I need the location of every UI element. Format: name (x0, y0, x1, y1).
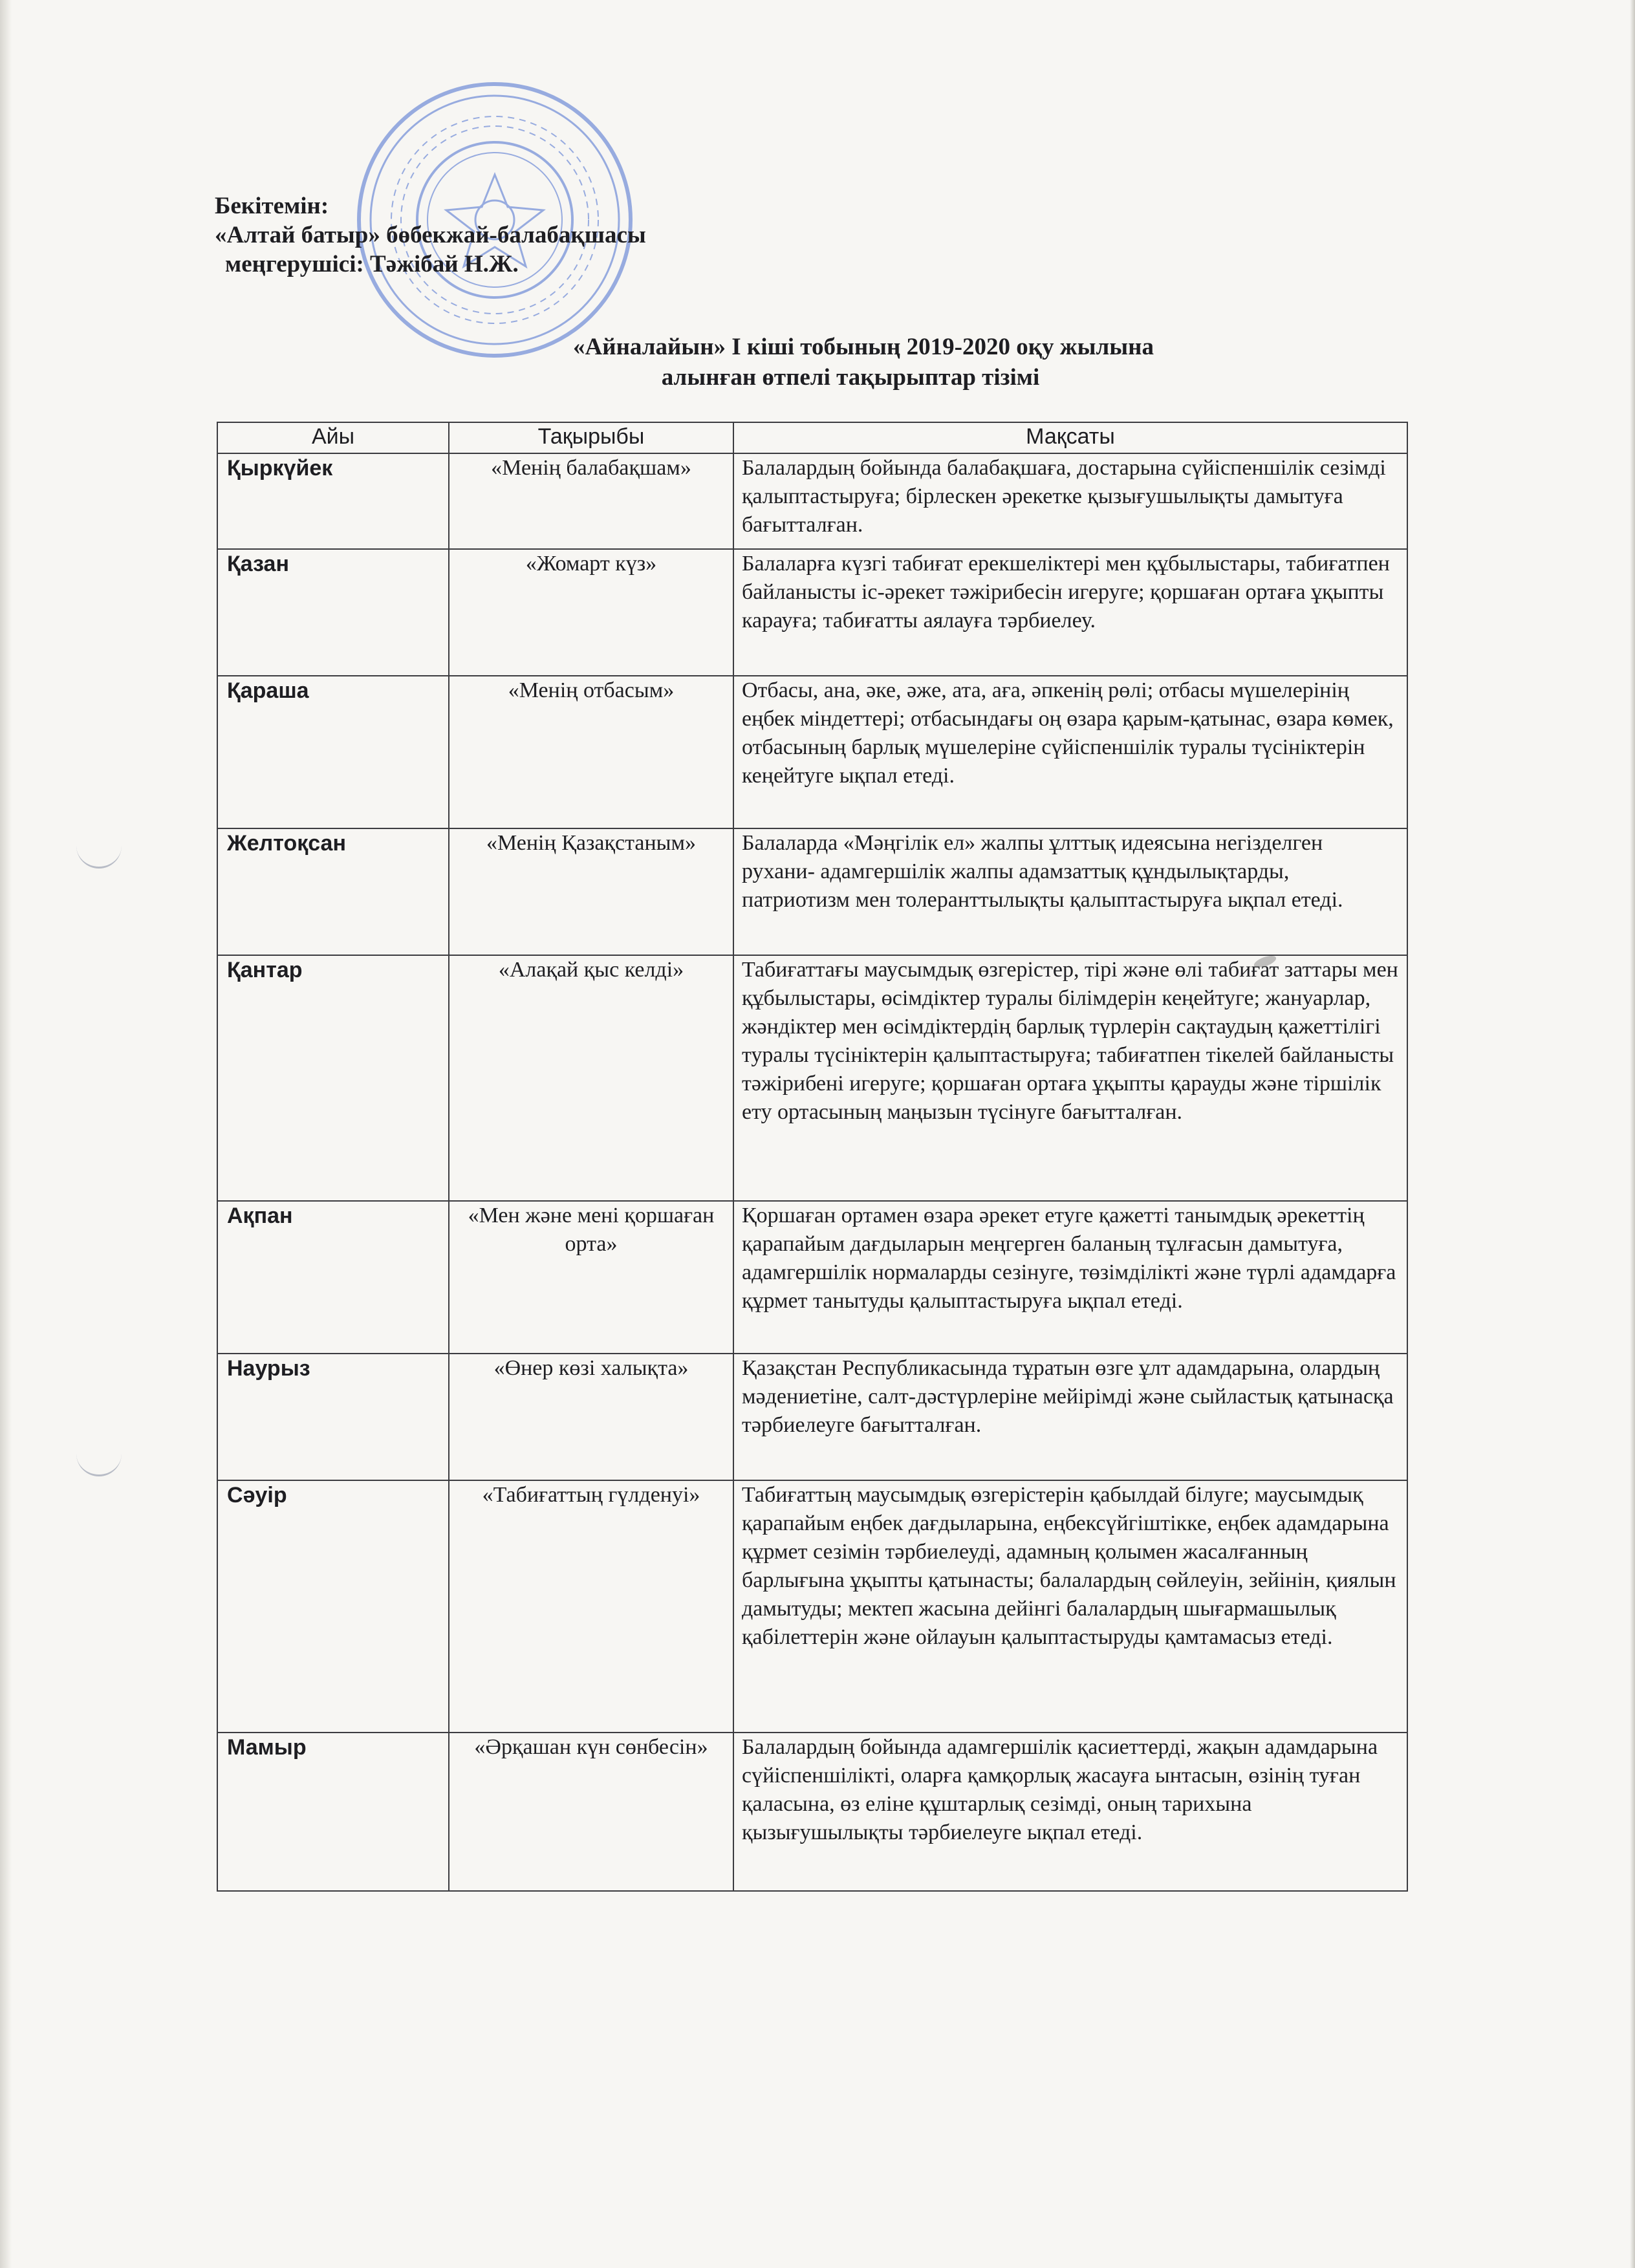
table-row (217, 1480, 1407, 1733)
goal-cell: Балаларға күзгі табиғат ерекшеліктері мен құбылыстары, табиғатпен байланысты іс-әрекет тәжірибесін игеруге; қоршаған ортаға ұқыпты карауға; табиғатты аялауға тәрбиелеу. (733, 549, 1407, 676)
goal-cell: Балаларда «Мәңгілік ел» жалпы ұлттық идеясына негізделген рухани- адамгершілік жалпы адамзаттық құндылықтарды, патриотизм мен толеранттылықты қалыптастыруға ықпал етеді. (733, 828, 1407, 955)
goal-cell: Табиғаттағы маусымдық өзгерістер, тірі және өлі табиғат заттары мен құбылыстары, өсімдіктер туралы білімдерін кеңейтуге; жануарлар, жәндіктер мен өсімдіктердің барлық түрлерін сақтаудың қажеттілігі туралы түсініктерін қалыптастыруға; табиғатпен тікелей байланысты тәжірибені игеруге; қоршаған ортаға ұқыпты қарауды және тіршілік ету ортасының маңызын түсінуге бағытталған. (733, 955, 1407, 1201)
goal-cell: Отбасы, ана, әке, әже, ата, аға, әпкенің рөлі; отбасы мүшелерінің еңбек міндеттері; отбасындағы оң өзара қарым-қатынас, өзара көмек, отбасының барлық мүшелеріне сүйіспеншілік туралы түсініктерін кеңейтуге ықпал етеді. (733, 676, 1407, 828)
month-cell: Ақпан (217, 1201, 449, 1354)
month-cell: Қыркүйек (217, 453, 449, 549)
document-title (453, 332, 1248, 393)
goal-cell: Табиғаттың маусымдық өзгерістерін қабылдай білуге; маусымдық қарапайым еңбек дағдыларына, еңбексүйгіштікке, еңбек адамдарына құрмет сезімін тәрбиелеуді, адамның қолымен жасалғанның барлығына ұқыпты қатынасты; балалардың сөйлеуін, зейінін, қиялын дамытуды; мектеп жасына дейінгі балалардың шығармашылық қабілеттерін және ойлауын қалыптастыруды қамтамасыз етеді. (733, 1480, 1407, 1733)
table-row (217, 676, 1407, 828)
goal-cell: Қазақстан Республикасында тұратын өзге ұлт адамдарына, олардың мәдениетіне, салт-дәстүрлеріне мейірімді және сыйластық қатынасқа тәрбиелеуге бағытталған. (733, 1354, 1407, 1480)
punch-hole-mark (76, 841, 122, 869)
page-edge-shadow (0, 0, 12, 2268)
column-header-month: Айы (217, 422, 449, 453)
month-cell: Мамыр (217, 1733, 449, 1891)
punch-hole-mark (76, 1449, 122, 1476)
table-row (217, 1733, 1407, 1891)
month-cell: Желтоқсан (217, 828, 449, 955)
table-row (217, 955, 1407, 1201)
title-line-2: алынған өтпелі тақырыптар тізімі (661, 364, 1040, 391)
topic-cell: «Менің балабақшам» (449, 453, 733, 549)
goal-cell: Балалардың бойында балабақшаға, достарына сүйіспеншілік сезімді қалыптастыруға; бірлескен әрекетке қызығушылықты дамытуға бағытталған. (733, 453, 1407, 549)
title-line-1: «Айналайын» І кіші тобының 2019-2020 оқу жылына (573, 334, 1154, 360)
topic-cell: «Мен және мені қоршаған орта» (449, 1201, 733, 1354)
approved-label: Бекітемін: (215, 193, 329, 219)
approval-block (215, 191, 646, 279)
topic-cell: «Жомарт күз» (449, 549, 733, 676)
table-row (217, 828, 1407, 955)
table-row (217, 549, 1407, 676)
topics-table (217, 422, 1408, 1892)
table-row (217, 1201, 1407, 1354)
month-cell: Сәуір (217, 1480, 449, 1733)
topic-cell: «Менің Қазақстаным» (449, 828, 733, 955)
goal-cell: Қоршаған ортамен өзара әрекет етуге қажетті танымдық әрекеттің қарапайым дағдыларын меңгерген баланың тұлғасын дамытуға, адамгершілік нормаларды сезінуге, төзімділікті және түрлі адамдарға құрмет танытуды қалыптастыруға ықпал етеді. (733, 1201, 1407, 1354)
table-row (217, 1354, 1407, 1480)
head-name: меңгерушісі: Тәжібай Н.Ж. (225, 251, 519, 277)
page-edge-shadow-right (1630, 0, 1635, 2268)
month-cell: Қантар (217, 955, 449, 1201)
month-cell: Қазан (217, 549, 449, 676)
column-header-topic: Тақырыбы (449, 422, 733, 453)
goal-cell: Балалардың бойында адамгершілік қасиеттерді, жақын адамдарына сүйіспеншілікті, оларға қамқорлық жасауға ынтасын, өзінің туған қаласына, өз еліне құштарлық сезімді, оның тарихына қызығушылықты тәрбиелеуге ықпал етеді. (733, 1733, 1407, 1891)
month-cell: Қараша (217, 676, 449, 828)
topic-cell: «Табиғаттың гүлденуі» (449, 1480, 733, 1733)
column-header-goal: Мақсаты (733, 422, 1407, 453)
month-cell: Наурыз (217, 1354, 449, 1480)
table-header-row (217, 422, 1407, 453)
table-row (217, 453, 1407, 549)
topic-cell: «Өнер көзі халықта» (449, 1354, 733, 1480)
topic-cell: «Алақай қыс келді» (449, 955, 733, 1201)
org-name: «Алтай батыр» бөбекжай-балабақшасы (215, 222, 646, 248)
topic-cell: «Менің отбасым» (449, 676, 733, 828)
topic-cell: «Әрқашан күн сөнбесін» (449, 1733, 733, 1891)
